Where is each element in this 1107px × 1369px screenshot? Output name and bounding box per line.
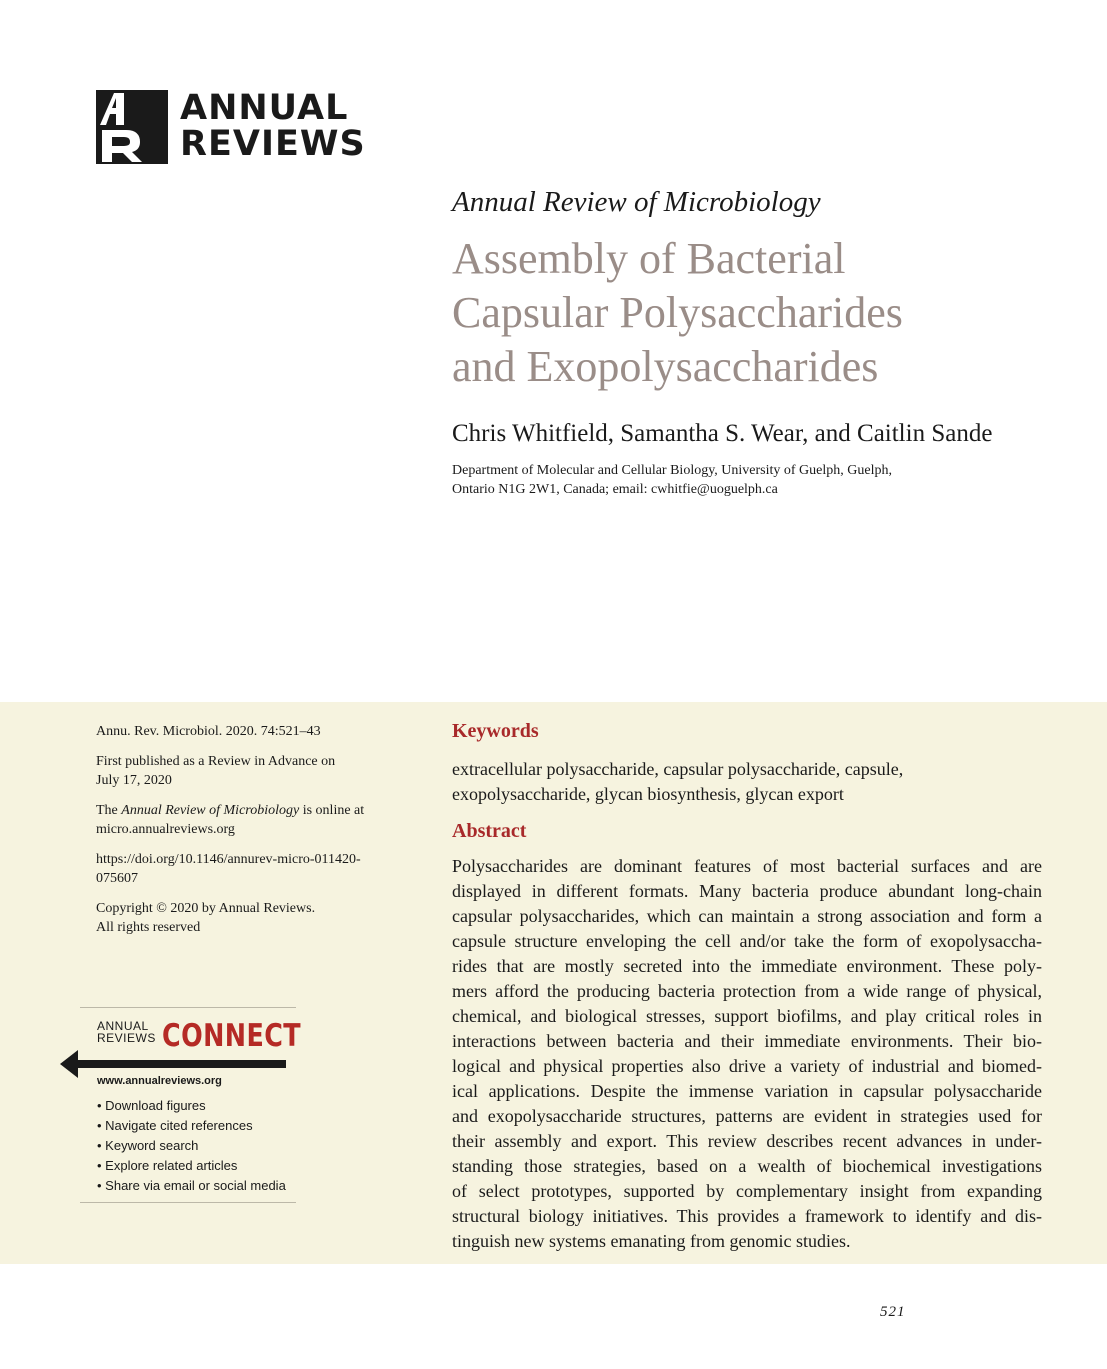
publication-date-line: July 17, 2020: [96, 773, 172, 788]
connect-feature-list: [97, 1096, 286, 1196]
keywords-heading: Keywords: [452, 720, 539, 742]
doi-line[interactable]: https://doi.org/10.1146/annurev-micro-011420-: [96, 852, 361, 867]
online-prefix: The: [96, 803, 122, 818]
abstract-line: chemical, and biological stresses, support biofilms, and play critical roles in: [452, 1006, 1042, 1026]
abstract-line: interactions between bacteria and their immediate environments. Their bio-: [452, 1031, 1042, 1051]
annual-reviews-connect-box: [80, 1007, 301, 1203]
article-title: [452, 232, 903, 394]
keywords-line: extracellular polysaccharide, capsular polysaccharide, capsule,: [452, 759, 904, 779]
connect-url[interactable]: www.annualreviews.org: [97, 1075, 222, 1087]
doi-line[interactable]: 075607: [96, 871, 138, 886]
online-journal: Annual Review of Microbiology: [121, 803, 300, 818]
citation: Annu. Rev. Microbiol. 2020. 74:521–43: [96, 724, 321, 739]
abstract-line: logical and physical properties also drive a variety of industrial and biomed-: [452, 1056, 1042, 1076]
annual-reviews-logo: [96, 90, 366, 166]
doi: [96, 850, 406, 888]
article-metadata: [96, 722, 406, 948]
abstract-line: Polysaccharides are dominant features of most bacterial surfaces and are: [452, 856, 1042, 876]
abstract-line: displayed in different formats. Many bacteria produce abundant long-chain: [452, 881, 1042, 901]
keywords-text: [452, 757, 903, 807]
logo-line-2: REVIEWS: [180, 124, 366, 164]
connect-small-line: REVIEWS: [97, 1031, 156, 1045]
abstract-line: tinguish new systems emanating from genomic studies.: [452, 1231, 851, 1251]
abstract-line: structural biology initiatives. This provides a framework to identify and dis-: [452, 1206, 1042, 1226]
ar-logo-mark-icon: [96, 90, 168, 164]
abstract-line: rides that are mostly secreted into the immediate environment. These poly-: [452, 956, 1042, 976]
list-item: • Download figures: [97, 1098, 206, 1113]
keywords-line: exopolysaccharide, glycan biosynthesis, glycan export: [452, 784, 844, 804]
copyright: [96, 899, 406, 937]
list-item: • Navigate cited references: [97, 1118, 253, 1133]
copyright-line: Copyright © 2020 by Annual Reviews.: [96, 901, 316, 916]
abstract-line: their assembly and export. This review describes recent advances in under-: [452, 1131, 1042, 1151]
abstract-text: [452, 854, 1042, 1254]
affiliation-line: Department of Molecular and Cellular Biology, University of Guelph, Guelph,: [452, 463, 892, 478]
abstract-line: capsular polysaccharides, which can maintain a strong association and form a: [452, 906, 1042, 926]
publication-date: [96, 752, 406, 790]
connect-word: CONNECT: [161, 1018, 301, 1054]
online-info: [96, 801, 406, 839]
publication-date-line: First published as a Review in Advance on: [96, 754, 336, 769]
list-item: • Keyword search: [97, 1138, 199, 1153]
connect-small-line: ANNUAL: [97, 1019, 149, 1033]
abstract-line: standing those strategies, based on a wealth of biochemical investigations: [452, 1156, 1042, 1176]
abstract-line: mers afford the producing bacteria protection from a wide range of physical,: [452, 981, 1042, 1001]
journal-name: Annual Review of Microbiology: [452, 186, 821, 218]
connect-small-logo: [97, 1020, 156, 1044]
list-item: • Share via email or social media: [97, 1178, 286, 1193]
page-number: 521: [880, 1304, 906, 1320]
logo-line-1: ANNUAL: [180, 88, 349, 128]
online-suffix: is online at: [299, 803, 365, 818]
online-url[interactable]: micro.annualreviews.org: [96, 822, 235, 837]
abstract-heading: Abstract: [452, 820, 527, 842]
list-item: • Explore related articles: [97, 1158, 238, 1173]
abstract-line: capsule structure enveloping the cell and/or take the form of exopolysaccha-: [452, 931, 1042, 951]
affiliation: [452, 461, 892, 499]
affiliation-line: Ontario N1G 2W1, Canada; email: cwhitfie@uoguelph.ca: [452, 482, 778, 497]
title-line: Assembly of Bacterial: [452, 234, 846, 283]
title-line: Capsular Polysaccharides: [452, 288, 903, 337]
copyright-line: All rights reserved: [96, 920, 201, 935]
abstract-line: and exopolysaccharide structures, patterns are evident in strategies used for: [452, 1106, 1042, 1126]
title-line: and Exopolysaccharides: [452, 342, 879, 391]
authors: Chris Whitfield, Samantha S. Wear, and Caitlin Sande: [452, 420, 993, 447]
logo-wordmark: [180, 90, 366, 162]
abstract-line: ical applications. Despite the immense variation in capsular polysaccharide: [452, 1081, 1042, 1101]
abstract-line: of select prototypes, supported by complementary insight from expanding: [452, 1181, 1042, 1201]
